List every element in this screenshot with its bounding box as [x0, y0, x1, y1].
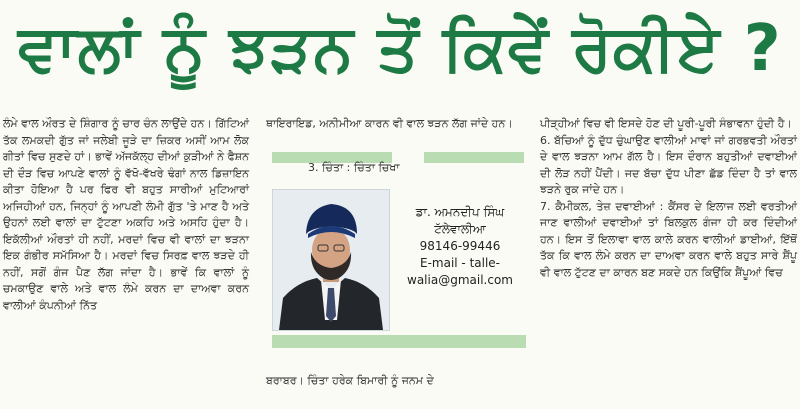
author-phone: 98146-99446 — [419, 239, 501, 253]
column-2-point-text: 3. ਚਿੰਤਾ : ਚਿੰਤਾ ਚਿਖਾ — [308, 161, 400, 174]
author-name: ਡਾ. ਅਮਨਦੀਪ ਸਿੰਘ — [415, 205, 505, 219]
author-email-line2: walia@gmail.com — [407, 273, 513, 287]
column-3 — [540, 116, 797, 281]
author-email-line1: E-mail - talle- — [419, 256, 501, 270]
column-1 — [3, 116, 249, 314]
column-2-bottom — [266, 373, 526, 390]
column-1-paragraph: ਲੰਮੇ ਵਾਲ ਔਰਤ ਦੇ ਸ਼ਿੰਗਾਰ ਨੂੰ ਚਾਰ ਚੰਨ ਲਾਉਂਦੇ ਹਨ। ਗਿੱਟਿਆਂ ਤੱਕ ਲਮਕਦੀ ਗੁੱਤ ਜਾਂ ਜਲੇਬੀ ਜੂੜੇ ਦਾ ਜ਼ਿਕਰ ਅਸੀਂ ਆਮ ਲੋਕ ਗੀਤਾਂ ਵਿਚ ਸੁਣਦੇ ਹਾਂ। ਭਾਵੇਂ ਅੱਜਕੱਲ੍ਹ ਦੀਆਂ ਕੁੜੀਆਂ ਨੇ ਫੈਸ਼ਨ ਦੀ ਦੌੜ ਵਿਚ ਆਪਣੇ ਵਾਲਾਂ ਨੂੰ ਵੱਖੋ-ਵੱਖਰੇ ਢੰਗਾਂ ਨਾਲ ਡਿਜ਼ਾਇਨ ਕੀਤਾ ਹੋਇਆ ਹੈ ਪਰ ਫਿਰ ਵੀ ਬਹੁਤ ਸਾਰੀਆਂ ਮੁਟਿਆਰਾਂ ਅਜਿਹੀਆਂ ਹਨ, ਜਿਨ੍ਹਾਂ ਨੂੰ ਆਪਣੀ ਲੰਮੀ ਗੁੱਤ 'ਤੇ ਮਾਣ ਹੈ ਅਤੇ ਉਹਨਾਂ ਲਈ ਵਾਲਾਂ ਦਾ ਟੁੱਟਣਾ ਅਕਹਿ ਅਤੇ ਅਸਹਿ ਹੁੰਦਾ ਹੈ। ਇਕੱਲੀਆਂ ਔਰਤਾਂ ਹੀ ਨਹੀਂ, ਮਰਦਾਂ ਵਿਚ ਵੀ ਵਾਲਾਂ ਦਾ ਝੜਨਾ ਇਕ ਗੰਭੀਰ ਸਮੱਸਿਆ ਹੈ। ਮਰਦਾਂ ਵਿਚ ਸਿਰਫ਼ ਵਾਲ ਝੜਦੇ ਹੀ ਨਹੀਂ, ਸਗੋਂ ਗੰਜ ਪੈਣ ਲੱਗ ਜਾਂਦਾ ਹੈ। ਭਾਵੇਂ ਕਿ ਵਾਲਾਂ ਨੂੰ ਚਮਕਾਉਣ ਵਾਲੇ ਅਤੇ ਵਾਲ ਲੰਮੇ ਕਰਨ ਦਾ ਦਾਅਵਾ ਕਰਨ ਵਾਲੀਆਂ ਕੰਪਨੀਆਂ ਨਿੱਤ — [3, 117, 249, 312]
column-3-paragraph-2: 6. ਬੱਚਿਆਂ ਨੂੰ ਦੁੱਧ ਚੁੰਘਾਉਣ ਵਾਲੀਆਂ ਮਾਵਾਂ ਜਾਂ ਗਰਭਵਤੀ ਔਰਤਾਂ ਦੇ ਵਾਲ ਝੜਨਾ ਆਮ ਗੱਲ ਹੈ। ਇਸ ਦੌਰਾਨ ਬਹੁਤੀਆਂ ਦਵਾਈਆਂ ਦੀ ਲੋੜ ਨਹੀਂ ਪੈਂਦੀ। ਜਦ ਬੱਚਾ ਦੁੱਧ ਪੀਣਾ ਛੱਡ ਦਿੰਦਾ ਹੈ ਤਾਂ ਵਾਲ ਝੜਨੇ ਰੁਕ ਜਾਂਦੇ ਹਨ। — [540, 133, 797, 196]
headline-text: ਵਾਲਾਂ ਨੂੰ ਝੜਨ ਤੋਂ ਕਿਵੇਂ ਰੋਕੀਏ ? — [18, 12, 782, 86]
column-2 — [266, 116, 526, 133]
author-photo — [272, 189, 390, 331]
column-2-bottom-text: ਬਰਾਬਰ। ਚਿੰਤਾ ਹਰੇਕ ਬਿਮਾਰੀ ਨੂੰ ਜਨਮ ਦੇ — [266, 374, 434, 387]
headline — [0, 0, 800, 98]
column-3-paragraph-3: 7. ਕੈਮੀਕਲ, ਤੇਜ਼ ਦਵਾਈਆਂ : ਕੈਂਸਰ ਦੇ ਇਲਾਜ ਲਈ ਵਰਤੀਆਂ ਜਾਣ ਵਾਲੀਆਂ ਦਵਾਈਆਂ ਤਾਂ ਬਿਲਕੁਲ ਗੰਜਾ ਹੀ ਕਰ ਦਿੰਦੀਆਂ ਹਨ। ਇਸ ਤੋਂ ਇਲਾਵਾ ਵਾਲ ਕਾਲੇ ਕਰਨ ਵਾਲੀਆਂ ਡਾਈਆਂ, ਇੱਥੋਂ ਤੱਕ ਕਿ ਵਾਲ ਲੰਮੇ ਕਰਨ ਦਾ ਦਾਅਵਾ ਕਰਨ ਵਾਲੇ ਬਹੁਤ ਸਾਰੇ ਸ਼ੈਂਪੂ ਵੀ ਵਾਲ ਟੁੱਟਣ ਦਾ ਕਾਰਨ ਬਣ ਸਕਦੇ ਹਨ ਕਿਉਂਕਿ ਸ਼ੈਂਪੂਆਂ ਵਿਚ — [540, 199, 797, 279]
author-place: ਟੱਲੇਵਾਲੀਆ — [434, 222, 486, 236]
column-2-top-text: ਥਾਇਰਾਇਡ, ਅਨੀਮੀਆ ਕਾਰਨ ਵੀ ਵਾਲ ਝੜਨ ਲੱਗ ਜਾਂਦੇ ਹਨ। — [266, 117, 513, 130]
author-byline — [390, 204, 530, 289]
decorative-bar-bottom — [272, 335, 526, 348]
column-3-paragraph-1: ਪੀੜ੍ਹੀਆਂ ਵਿਚ ਵੀ ਇਸਦੇ ਹੋਣ ਦੀ ਪੂਰੀ-ਪੂਰੀ ਸੰਭਾਵਨਾ ਹੁੰਦੀ ਹੈ। — [540, 117, 792, 130]
column-2-point — [308, 160, 528, 177]
